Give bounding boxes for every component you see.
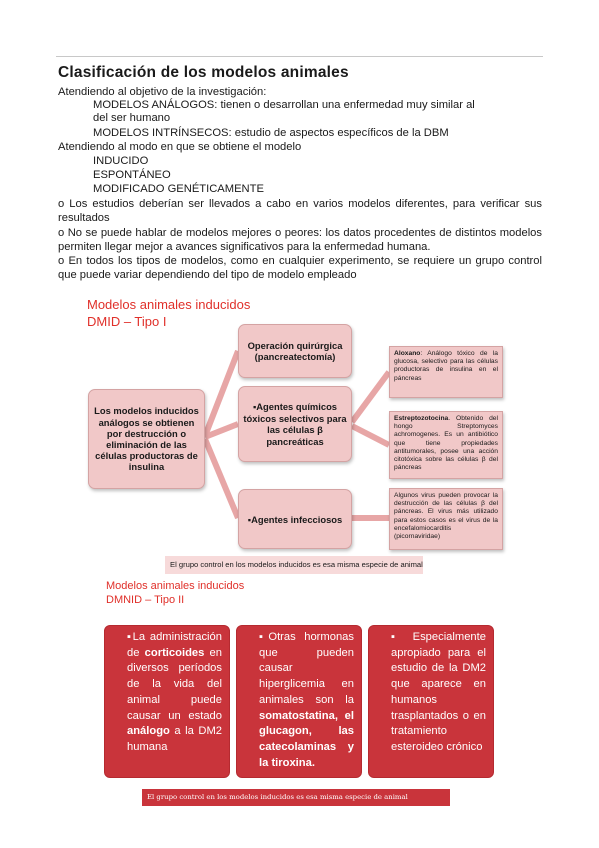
top-divider: [56, 56, 543, 57]
paragraph-models: o No se puede hablar de modelos mejores o peores: los datos procedentes de distintos modelos permiten llegar mejor a avances significativos para la enfermedad humana.: [58, 227, 542, 253]
objective-heading: Atendiendo al objetivo de la investigación:: [58, 86, 267, 98]
induced-models-box: Los modelos inducidos análogos se obtienen por destrucción o eliminación de las células productoras de insulina: [88, 389, 205, 489]
hormones-box: ▪Otras hormonas que pueden causar hiperglicemia en animales son la somatostatina, el glucagon, las catecolaminas y la tiroxina.: [236, 625, 362, 778]
figure2-title: Modelos animales inducidos DMNID – Tipo II: [106, 580, 245, 606]
chemical-agents-box: ▪Agentes químicos tóxicos selectivos para las células β pancreáticas: [238, 386, 352, 462]
surgery-box: Operación quirúrgica (pancreatectomía): [238, 324, 352, 378]
mode-genetic: MODIFICADO GENÉTICAMENTE: [93, 183, 264, 195]
alloxan-note: Aloxano: Análogo tóxico de la glucosa, selectivo para las células productoras de insulina en el páncreas: [389, 346, 503, 398]
transplant-box: ▪Especialmente apropiado para el estudio de la DM2 que aparece en humanos trasplantados o en tratamiento esteroideo crónico: [368, 625, 494, 778]
figure1-title: Modelos animales inducidos DMID – Tipo I: [87, 297, 251, 329]
mode-heading: Atendiendo al modo en que se obtiene el modelo: [58, 141, 302, 153]
mode-spontaneous: ESPONTÁNEO: [93, 169, 171, 181]
page-title: Clasificación de los modelos animales: [58, 64, 349, 81]
analog-models-line-cont: del ser humano: [93, 112, 171, 124]
paragraph-studies: o Los estudios deberían ser llevados a cabo en varios modelos diferentes, para verificar sus resultados: [58, 198, 542, 224]
figure1-caption: El grupo control en los modelos inducidos es esa misma especie de animal: [165, 556, 423, 574]
paragraph-control: o En todos los tipos de modelos, como en cualquier experimento, se requiere un grupo control que puede variar dependiendo del tipo de modelo empleado: [58, 255, 542, 281]
analog-models-line: MODELOS ANÁLOGOS: tienen o desarrollan una enfermedad muy similar al: [93, 99, 475, 111]
virus-note: Algunos virus pueden provocar la destrucción de las células β del páncreas. El virus más utilizado para estos casos es el virus de la encefalomiocarditis (picornaviridae): [389, 488, 503, 550]
streptozotocin-note: Estreptozotocina. Obtenido del hongo Streptomyces achromogenes. Es un antibiótico que tiene propiedades antitumorales, posee una acción citotóxica sobre las células β del páncreas: [389, 411, 503, 479]
intrinsic-models-line: MODELOS INTRÍNSECOS: estudio de aspectos específicos de la DBM: [93, 127, 449, 139]
infectious-agents-box: ▪Agentes infecciosos: [238, 489, 352, 549]
corticoids-box: ▪La administración de corticoides en diversos períodos de la vida del animal puede causar un estado análogo a la DM2 humana: [104, 625, 230, 778]
mode-induced: INDUCIDO: [93, 155, 149, 167]
figure2-caption: El grupo control en los modelos inducidos es esa misma especie de animal: [142, 789, 450, 806]
